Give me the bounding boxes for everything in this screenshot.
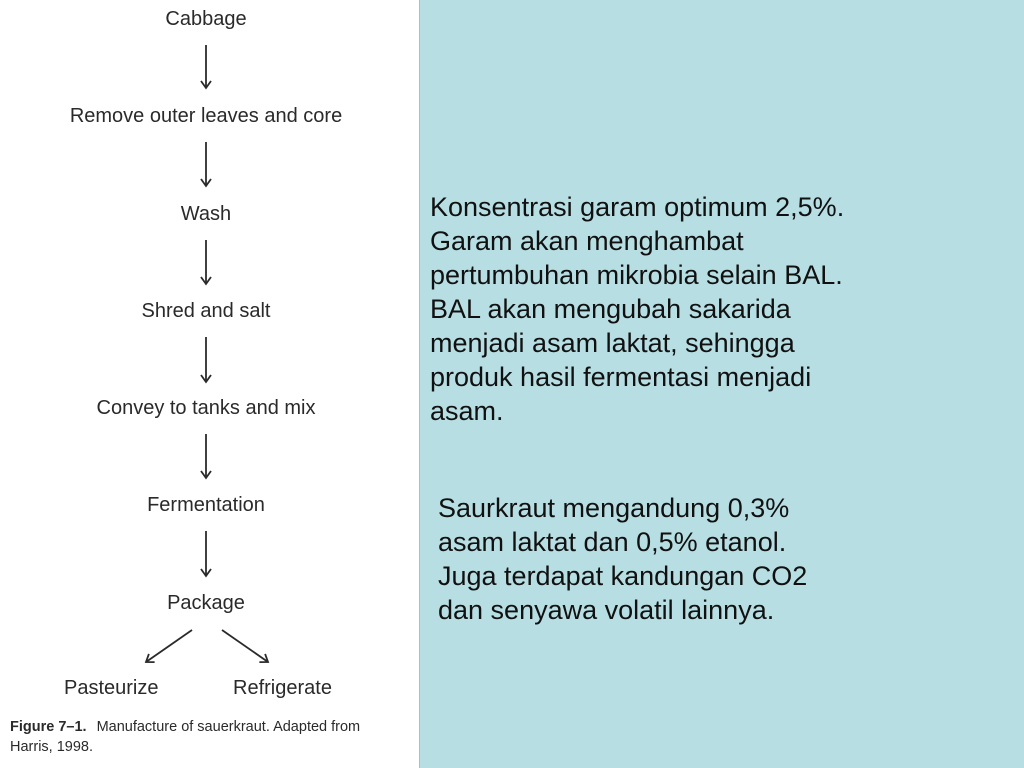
text-line: BAL akan mengubah sakarida xyxy=(430,294,791,324)
paragraph-sauerkraut-content xyxy=(438,491,1013,627)
text-line: pertumbuhan mikrobia selain BAL. xyxy=(430,260,843,290)
text-line: Juga terdapat kandungan CO2 xyxy=(438,561,808,591)
text-line: produk hasil fermentasi menjadi xyxy=(430,362,812,392)
text-line: asam. xyxy=(430,396,504,426)
text-line: menjadi asam laktat, sehingga xyxy=(430,328,795,358)
step-remove-leaves: Remove outer leaves and core xyxy=(69,105,343,127)
figure-caption xyxy=(10,717,410,757)
step-package: Package xyxy=(167,592,245,614)
text-line: dan senyawa volatil lainnya. xyxy=(438,595,775,625)
step-wash: Wash xyxy=(180,203,232,225)
arrow-branch-left xyxy=(146,630,192,662)
text-line: Konsentrasi garam optimum 2,5%. xyxy=(430,192,845,222)
text-line: asam laktat dan 0,5% etanol. xyxy=(438,527,787,557)
caption-label: Figure 7–1. xyxy=(10,719,87,735)
step-pasteurize: Pasteurize xyxy=(64,677,159,699)
caption-line-2: Harris, 1998. xyxy=(10,739,94,755)
step-fermentation: Fermentation xyxy=(147,494,265,516)
text-line: Garam akan menghambat xyxy=(430,226,744,256)
step-convey-mix: Convey to tanks and mix xyxy=(96,397,316,419)
step-cabbage: Cabbage xyxy=(165,8,247,30)
step-shred-salt: Shred and salt xyxy=(141,300,271,322)
paragraph-salt-concentration xyxy=(430,190,1015,428)
flowchart-panel xyxy=(0,0,420,768)
step-refrigerate: Refrigerate xyxy=(233,677,332,699)
arrow-branch-right xyxy=(222,630,268,662)
caption-line-1: Manufacture of sauerkraut. Adapted from xyxy=(96,719,361,735)
text-line: Saurkraut mengandung 0,3% xyxy=(438,493,790,523)
